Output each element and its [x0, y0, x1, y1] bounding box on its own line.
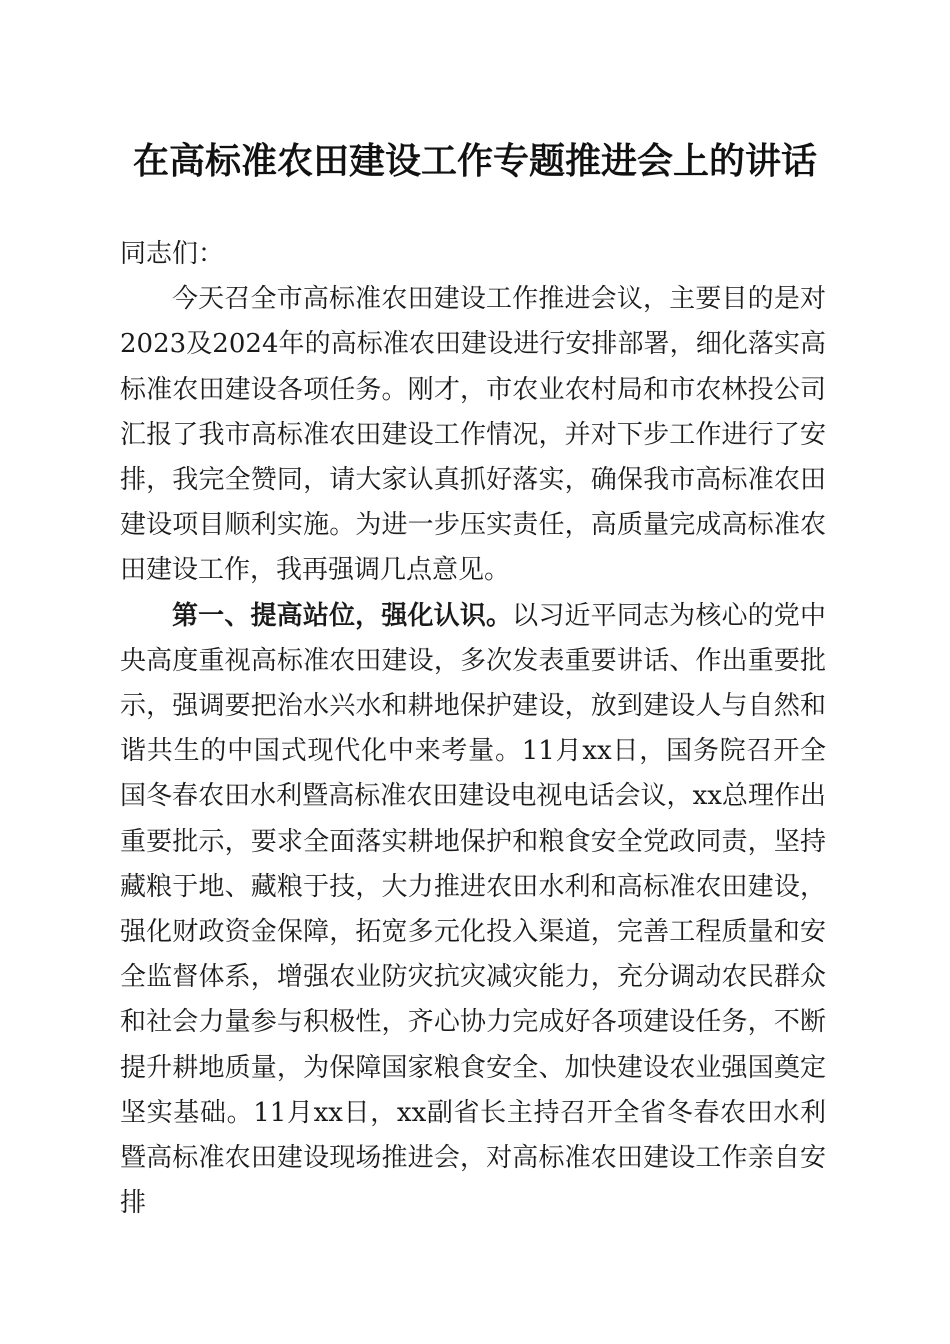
paragraph-first-point — [120, 594, 826, 1227]
document-title: 在高标准农田建设工作专题推进会上的讲话 — [132, 140, 817, 182]
paragraph-text: 今天召全市高标准农田建设工作推进会议，主要目的是对2023及2024年的高标准农田建设进行安排部署，细化落实高标准农田建设各项任务。刚才，市农业农村局和市农林投公司汇报了我市高标准农田建设工作情况，并对下步工作进行了安排，我完全赞同，请大家认真抓好落实，确保我市高标准农田建设项目顺利实施。为进一步压实责任，高质量完成高标准农田建设工作，我再强调几点意见。 — [120, 284, 826, 586]
paragraph-intro — [120, 277, 826, 593]
paragraph-text: 以习近平同志为核心的党中央高度重视高标准农田建设，多次发表重要讲话、作出重要批示，强调要把治水兴水和耕地保护建设，放到建设人与自然和谐共生的中国式现代化中来考量。11月xx日，国务院召开全国冬春农田水利暨高标准农田建设电视电话会议，xx总理作出重要批示，要求全面落实耕地保护和粮食安全党政同责，坚持藏粮于地、藏粮于技，大力推进农田水利和高标准农田建设，强化财政资金保障，拓宽多元化投入渠道，完善工程质量和安全监督体系，增强农业防灾抗灾减灾能力，充分调动农民群众和社会力量参与积极性，齐心协力完成好各项建设任务，不断提升耕地质量，为保障国家粮食安全、加快建设农业强国奠定坚实基础。11月xx日，xx副省长主持召开全省冬春农田水利暨高标准农田建设现场推进会，对高标准农田建设工作亲自安排 — [120, 600, 826, 1219]
salutation: 同志们： — [120, 239, 225, 269]
document-body — [120, 232, 826, 1226]
paragraph-lead-heading: 第一、提高站位，强化认识。 — [172, 600, 513, 631]
